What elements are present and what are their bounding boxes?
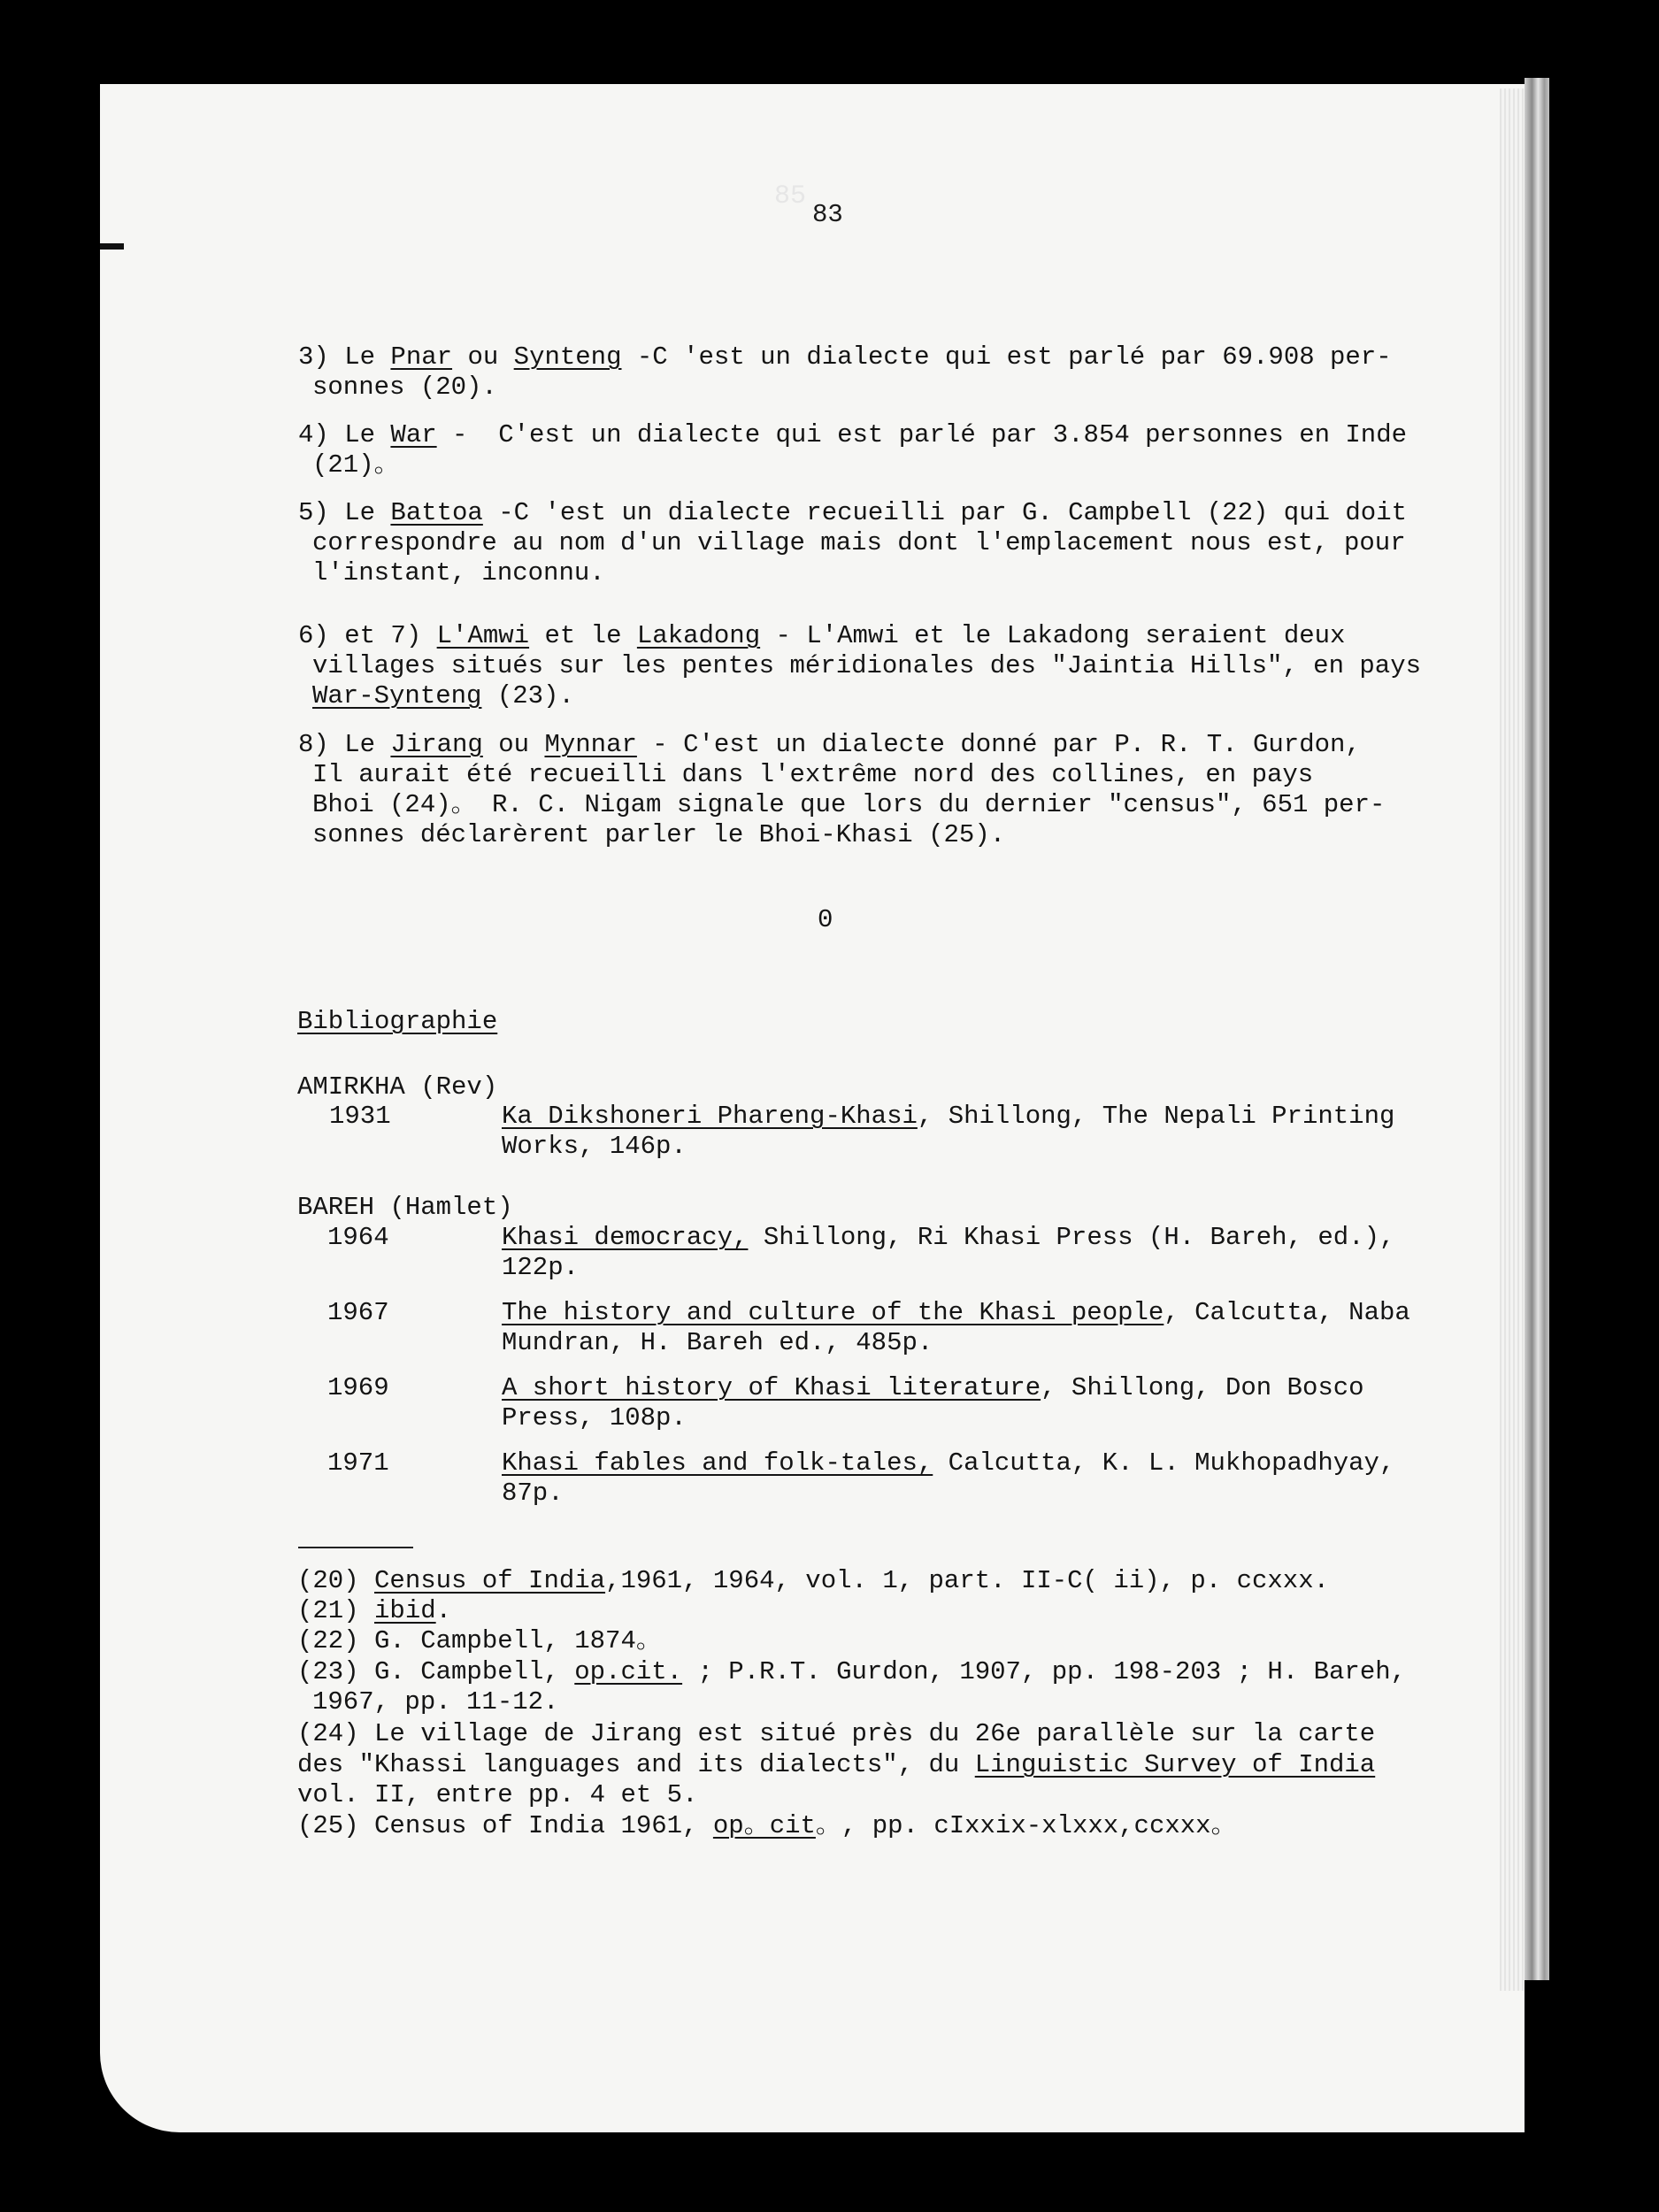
page-number: 83 bbox=[812, 200, 843, 229]
footnote-25: (25) Census of India 1961, op。cit。, pp. cIxxix-xlxxx,ccxxx。 bbox=[297, 1811, 1237, 1840]
bibliography-heading: Bibliographie bbox=[297, 1007, 498, 1036]
margin-tab-mark bbox=[100, 243, 124, 250]
bib-author-bareh: BAREH (Hamlet) bbox=[297, 1193, 513, 1222]
bib-year: 1971 bbox=[327, 1448, 389, 1478]
footnote-rule bbox=[298, 1547, 413, 1548]
footnote-21: (21) ibid. bbox=[297, 1596, 452, 1625]
footnote-24-line-1: (24) Le village de Jirang est situé près du 26e parallèle sur la carte bbox=[297, 1719, 1376, 1748]
bib-entry-line-1: Khasi fables and folk-tales, Calcutta, K. L. Mukhopadhyay, bbox=[502, 1448, 1395, 1478]
bib-entry-line-1: Ka Dikshoneri Phareng-Khasi, Shillong, The Nepali Printing bbox=[502, 1102, 1395, 1131]
paragraph-3-line-2: sonnes (20). bbox=[312, 373, 497, 402]
footnote-23-line-1: (23) G. Campbell, op.cit. ; P.R.T. Gurdon, 1907, pp. 198-203 ; H. Bareh, bbox=[297, 1657, 1407, 1686]
paragraph-8-line-4: sonnes déclarèrent parler le Bhoi-Khasi (25). bbox=[312, 820, 1006, 849]
paragraph-5-line-3: l'instant, inconnu. bbox=[312, 558, 605, 588]
paragraph-4-line-1: 4) Le War - C'est un dialecte qui est parlé par 3.854 personnes en Inde bbox=[298, 420, 1408, 449]
bib-entry-line-2: Works, 146p. bbox=[502, 1132, 687, 1161]
footnote-20: (20) Census of India,1961, 1964, vol. 1, part. II-C( ii), p. ccxxx. bbox=[297, 1566, 1329, 1595]
paragraph-6-7-line-2: villages situés sur les pentes méridionales des "Jaintia Hills", en pays bbox=[312, 651, 1422, 680]
bib-entry-line-2: Press, 108p. bbox=[502, 1403, 687, 1432]
paragraph-4-line-2: (21)。 bbox=[312, 450, 400, 480]
page-stack-lines bbox=[1500, 88, 1525, 1991]
bib-year: 1931 bbox=[329, 1102, 391, 1131]
bib-entry-line-2: 87p. bbox=[502, 1479, 564, 1508]
paragraph-3-line-1: 3) Le Pnar ou Synteng -C 'est un dialecte qui est parlé par 69.908 per- bbox=[298, 342, 1392, 372]
bib-entry-line-1: A short history of Khasi literature, Shillong, Don Bosco bbox=[502, 1373, 1364, 1402]
bib-year: 1967 bbox=[327, 1298, 389, 1327]
paragraph-8-line-2: Il aurait été recueilli dans l'extrême nord des collines, en pays bbox=[312, 760, 1314, 789]
book-page-edge bbox=[1525, 78, 1549, 1980]
show-through-page-number: 85 bbox=[774, 181, 807, 211]
paragraph-5-line-2: correspondre au nom d'un village mais dont l'emplacement nous est, pour bbox=[312, 528, 1406, 557]
bib-year: 1964 bbox=[327, 1223, 389, 1252]
paragraph-8-line-3: Bhoi (24)。 R. C. Nigam signale que lors du dernier "census", 651 per- bbox=[312, 790, 1386, 819]
bib-entry-line-2: Mundran, H. Bareh ed., 485p. bbox=[502, 1328, 933, 1357]
footnote-22: (22) G. Campbell, 1874。 bbox=[297, 1626, 662, 1655]
bib-author-amirkha: AMIRKHA (Rev) bbox=[297, 1072, 498, 1102]
footnote-24-line-2: des "Khassi languages and its dialects", du Linguistic Survey of India bbox=[297, 1750, 1376, 1779]
bib-entry-line-1: The history and culture of the Khasi people, Calcutta, Naba bbox=[502, 1298, 1410, 1327]
bib-entry-line-2: 122p. bbox=[502, 1253, 580, 1282]
paragraph-6-7-line-3: War-Synteng (23). bbox=[312, 681, 574, 710]
paragraph-6-7-line-1: 6) et 7) L'Amwi et le Lakadong - L'Amwi et le Lakadong seraient deux bbox=[298, 621, 1346, 650]
section-separator: 0 bbox=[818, 905, 833, 934]
footnote-24-line-3: vol. II, entre pp. 4 et 5. bbox=[297, 1780, 698, 1809]
footnote-23-line-2: 1967, pp. 11-12. bbox=[312, 1687, 559, 1717]
paragraph-5-line-1: 5) Le Battoa -C 'est un dialecte recueilli par G. Campbell (22) qui doit bbox=[298, 498, 1408, 527]
bib-entry-line-1: Khasi democracy, Shillong, Ri Khasi Press (H. Bareh, ed.), bbox=[502, 1223, 1395, 1252]
paragraph-8-line-1: 8) Le Jirang ou Mynnar - C'est un dialecte donné par P. R. T. Gurdon, bbox=[298, 730, 1361, 759]
bib-year: 1969 bbox=[327, 1373, 389, 1402]
